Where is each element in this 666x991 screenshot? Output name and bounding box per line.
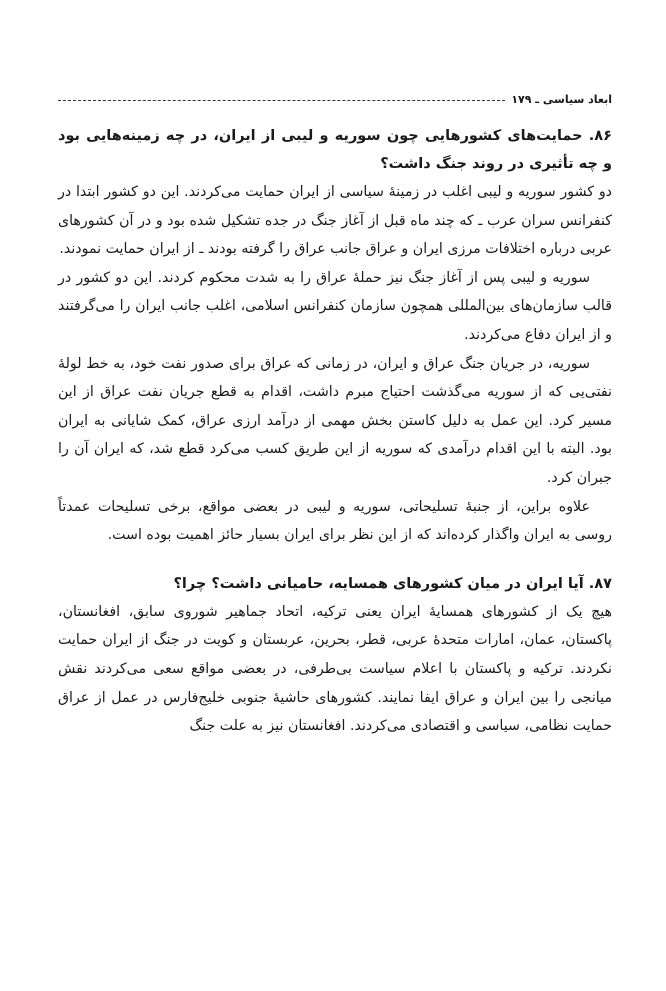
question-86-heading: ۸۶. حمایت‌های کشورهایی چون سوریه و لیبی از ایران، در چه زمینه‌هایی بود و چه تأثیری در روند جنگ داشت؟ [58, 128, 612, 172]
running-header [58, 89, 612, 109]
answer-86-paragraph: سوریه و لیبی پس از آغاز جنگ نیز حملهٔ عراق را به شدت محکوم کردند. این دو کشور در قالب سازمان‌های بین‌المللی همچون سازمان کنفرانس اسلامی، اغلب جانب ایران را می‌گرفتند و از ایران دفاع می‌کردند. [58, 269, 612, 343]
answer-86-paragraph: دو کشور سوریه و لیبی اغلب در زمینهٔ سیاسی از ایران حمایت می‌کردند. این دو کشور ابتدا در کنفرانس سران عرب ـ که چند ماه قبل از آغاز جنگ در جده تشکیل شده بود و در آن کشورهای عربی درباره اختلافات مرزی ایران و عراق جانب عراق را گرفته بودند ـ از ایران حمایت نمودند. [58, 184, 612, 258]
running-header-label: ابعاد سیاسی ـ ۱۷۹ [511, 92, 612, 106]
question-87-heading: ۸۷. آیا ایران در میان کشورهای همسایه، حامیانی داشت؟ چرا؟ [173, 575, 612, 592]
book-page [58, 0, 612, 991]
answer-87-paragraph: هیچ یک از کشورهای همسایهٔ ایران یعنی ترکیه، اتحاد جماهیر شوروی سابق، افغانستان، پاکستان، عمان، امارات متحدهٔ عربی، قطر، بحرین، عربستان و کویت در جنگ از ایران حمایت نکردند. ترکیه و پاکستان با اعلام سیاست بی‌طرفی، در بعضی مواقع سعی می‌کردند نقش میانجی را بین ایران و عراق ایفا نمایند. کشورهای حاشیهٔ جنوبی خلیج‌فارس در عمل از عراق حمایت نظامی، سیاسی و اقتصادی می‌کردند. افغانستان نیز به علت جنگ [58, 603, 612, 735]
answer-86-paragraph: علاوه براین، از جنبهٔ تسلیحاتی، سوریه و لیبی در بعضی مواقع، برخی تسلیحات عمدتاً روسی به ایران واگذار کرده‌اند که از این نظر برای ایران بسیار حائز اهمیت بوده است. [58, 498, 612, 544]
answer-86-paragraph: سوریه، در جریان جنگ عراق و ایران، در زمانی که عراق برای صدور نفت خود، به خط لولهٔ نفتی‌یی که از سوریه می‌گذشت احتیاج مبرم داشت، اقدام به قطع جریان نفت عراق از این مسیر کرد. این عمل به دلیل کاستن بخش مهمی از درآمد ارزی عراق، کمک شایانی به ایران بود. البته با این اقدام درآمدی که سوریه از این طریق کسب می‌کرد قطع شد، که ایران آن را جبران کرد. [58, 355, 612, 486]
header-dashed-rule [58, 100, 505, 101]
section-gap [58, 550, 612, 570]
page-body [58, 122, 612, 741]
